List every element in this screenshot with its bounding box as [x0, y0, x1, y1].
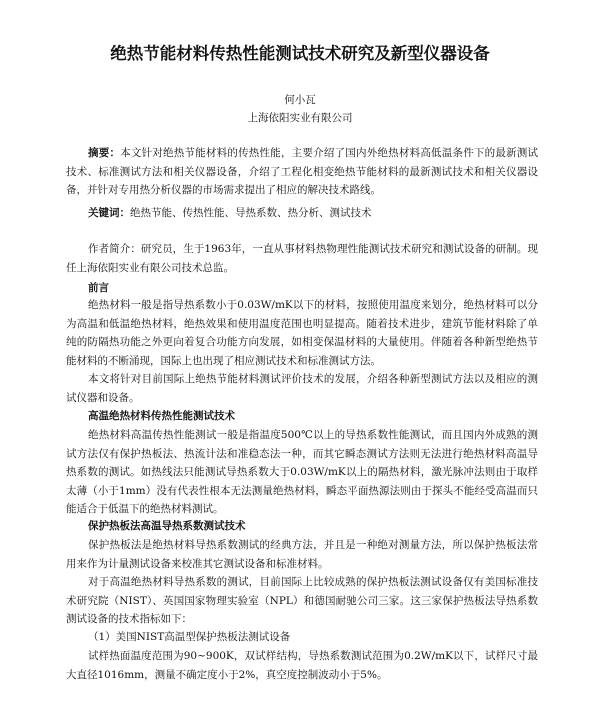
preface-paragraph-1: 绝热材料一般是指导热系数小于0.03W/mK以下的材料，按照使用温度来划分，绝热材料可以分为高温和低温绝热材料，绝热效果和使用温度范围也明显提高。随着技术进步，建筑节能材料除了单纯的防隔热功能之外更向着复合功能方向发展，如相变保温材料的大量使用。伴随着各种新型绝热节能材料的不断涌现，国际上也出现了相应测试技术和标准测试方法。: [66, 299, 538, 367]
keywords-text: 绝热节能、传热性能、导热系数、热分析、测试技术: [130, 207, 372, 219]
keywords-label: 关键词：: [88, 207, 130, 219]
abstract: [66, 144, 538, 200]
preface-paragraph-2: 本文将针对目前国际上绝热节能材料测试评价技术的发展，介绍各种新型测试方法以及相应的测试仪器和设备。: [66, 373, 538, 404]
preface-heading: 前言: [88, 282, 109, 294]
paper-title: 绝热节能材料传热性能测试技术研究及新型仪器设备: [110, 44, 490, 63]
keywords: [66, 204, 538, 223]
subsection-1-heading: （1）美国NIST高温型保护热板法测试设备: [88, 631, 291, 643]
section-1-paragraph-1: 绝热材料高温传热性能测试一般是指温度500℃以上的导热系数性能测试，而且国内外成熟的测试方法仅有保护热板法、热流计法和准稳态法一种，而其它瞬态测试方法则无法进行绝热材料高温导热系数的测试。如热线法只能测试导热系数大于0.03W/mK以上的隔热材料，激光脉冲法则由于取样太薄（小于1mm）没有代表性根本无法测量绝热材料，瞬态平面热源法则由于探头不能经受高温而只能适合于低温下的绝热材料测试。: [66, 429, 538, 515]
abstract-text: 本文针对绝热节能材料的传热性能，主要介绍了国内外绝热材料高低温条件下的最新测试技术、标准测试方法和相关仪器设备，介绍了工程化相变绝热节能材料的最新测试技术和相关仪器设备，并针对专用热分析仪器的市场需求提出了相应的解决技术路线。: [66, 147, 539, 196]
section-1-heading: 高温绝热材料传热性能测试技术: [88, 410, 235, 422]
section-2-heading: 保护热板法高温导热系数测试技术: [88, 520, 246, 532]
section-2-paragraph-2: 对于高温绝热材料导热系数的测试，目前国际上比较成熟的保护热板法测试设备仅有美国标准技术研究院（NIST）、英国国家物理实验室（NPL）和德国耐驰公司三家。这三家保护热板法导热系数测试设备的技术指标如下：: [66, 576, 538, 625]
section-2-paragraph-1: 保护热板法是绝热材料导热系数测试的经典方法，并且是一种绝对测量方法，所以保护热板法常用来作为计量测试设备来校准其它测试设备和标准材料。: [66, 539, 538, 570]
author-name: 何小瓦: [284, 94, 316, 106]
author-bio: 作者简介：研究员，生于1963年，一直从事材料热物理性能测试技术研究和测试设备的研制。现任上海依阳实业有限公司技术总监。: [66, 243, 538, 274]
subsection-1-paragraph-1: 试样热面温度范围为90~900K，双试样结构，导热系数测试范围为0.2W/mK以下，试样尺寸最大直径1016mm，测量不确定度小于2%，真空度控制波动小于5%。: [66, 650, 538, 681]
abstract-label: 摘要：: [88, 147, 121, 159]
author-affiliation: 上海依阳实业有限公司: [247, 112, 353, 124]
